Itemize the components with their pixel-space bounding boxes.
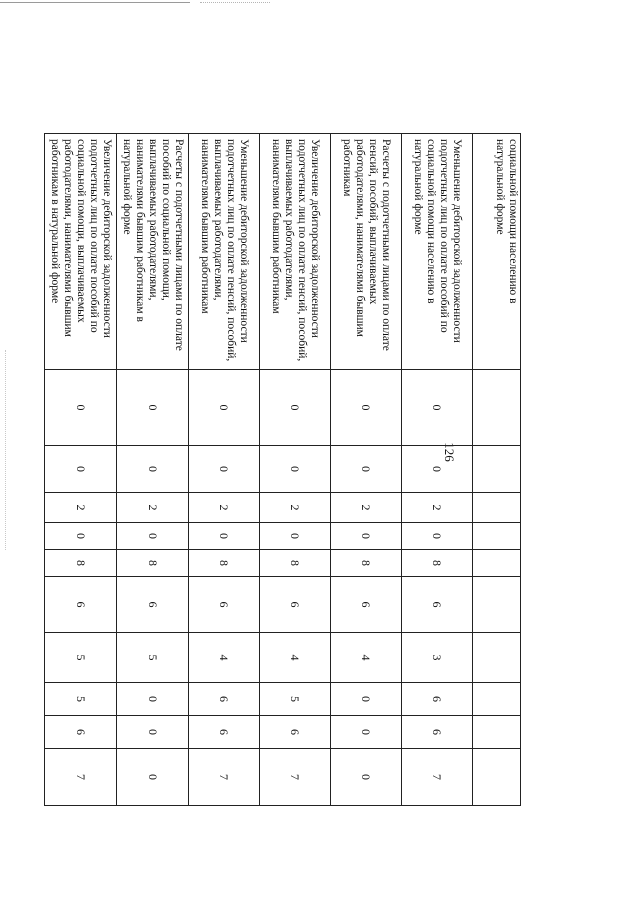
code-cell: 7 [402, 749, 473, 806]
code-cell: 6 [260, 577, 331, 633]
code-cell: 8 [189, 550, 260, 577]
code-cell: 0 [45, 523, 117, 550]
code-cell: 0 [117, 370, 189, 446]
code-cell: 6 [45, 716, 117, 749]
code-cell: 6 [402, 683, 473, 716]
code-cell [473, 446, 521, 493]
table-row [260, 134, 331, 806]
account-table-container [49, 133, 521, 805]
code-cell: 5 [45, 683, 117, 716]
row-label: Уменьшение дебиторской задолженности подотчетных лиц по оплате пенсий, пособий, выплачиваемых работодателями, нанимателями бывшим работникам [189, 134, 260, 370]
code-cell: 2 [260, 493, 331, 523]
code-cell: 0 [117, 749, 189, 806]
code-cell: 8 [402, 550, 473, 577]
code-cell: 6 [402, 716, 473, 749]
code-cell: 6 [189, 716, 260, 749]
code-cell: 0 [117, 446, 189, 493]
code-cell: 0 [189, 523, 260, 550]
code-cell: 8 [260, 550, 331, 577]
code-cell: 5 [260, 683, 331, 716]
code-cell: 0 [189, 446, 260, 493]
table-row [189, 134, 260, 806]
code-cell: 8 [117, 550, 189, 577]
code-cell: 7 [45, 749, 117, 806]
code-cell: 4 [189, 633, 260, 683]
code-cell [473, 493, 521, 523]
code-cell [473, 749, 521, 806]
row-label: Расчеты с подотчетными лицами по оплате пенсий, пособий, выплачиваемых работодателями, нанимателями бывшим работникам [331, 134, 402, 370]
row-label: Увеличение дебиторской задолженности подотчетных лиц по оплате пенсий, пособий, выплачиваемых работодателями, нанимателями бывшим работникам [260, 134, 331, 370]
table-row [331, 134, 402, 806]
code-cell: 0 [260, 370, 331, 446]
page-number: 126 [442, 442, 457, 462]
code-cell: 5 [117, 633, 189, 683]
code-cell: 6 [331, 577, 402, 633]
code-cell: 0 [117, 716, 189, 749]
code-cell: 7 [260, 749, 331, 806]
row-label: Увеличение дебиторской задолженности подотчетных лиц по оплате пособий по социальной помощи, выплачиваемых работодателями, нанимателями бывшим работникам в натуральной форме [45, 134, 117, 370]
code-cell: 0 [331, 716, 402, 749]
table-row [402, 134, 473, 806]
code-cell: 0 [117, 523, 189, 550]
table-row [117, 134, 189, 806]
code-cell: 4 [331, 633, 402, 683]
code-cell: 6 [402, 577, 473, 633]
code-cell: 2 [402, 493, 473, 523]
code-cell: 6 [189, 577, 260, 633]
row-label: Уменьшение дебиторской задолженности подотчетных лиц по оплате пособий по социальной помощи населению в натуральной форме [402, 134, 473, 370]
table-row [45, 134, 117, 806]
code-cell: 0 [331, 370, 402, 446]
code-cell: 0 [260, 446, 331, 493]
scan-top-rule-dotted [200, 2, 270, 3]
table-row [473, 134, 521, 806]
code-cell: 0 [45, 370, 117, 446]
code-cell: 4 [260, 633, 331, 683]
code-cell: 0 [402, 523, 473, 550]
code-cell [473, 683, 521, 716]
code-cell: 0 [402, 446, 473, 493]
scan-left-mark [5, 350, 6, 550]
code-cell [473, 550, 521, 577]
code-cell: 8 [45, 550, 117, 577]
rotated-table-wrapper [49, 133, 521, 805]
code-cell: 6 [189, 683, 260, 716]
code-cell [473, 370, 521, 446]
code-cell [473, 716, 521, 749]
code-cell: 7 [189, 749, 260, 806]
code-cell: 6 [117, 577, 189, 633]
code-cell: 5 [45, 633, 117, 683]
code-cell: 0 [260, 523, 331, 550]
code-cell: 0 [331, 683, 402, 716]
code-cell [473, 633, 521, 683]
code-cell: 0 [45, 446, 117, 493]
code-cell: 0 [331, 446, 402, 493]
code-cell: 8 [331, 550, 402, 577]
code-cell: 0 [331, 523, 402, 550]
code-cell: 0 [402, 370, 473, 446]
code-cell: 2 [331, 493, 402, 523]
scan-top-rule [0, 2, 190, 3]
code-cell [473, 577, 521, 633]
code-cell: 2 [117, 493, 189, 523]
code-cell: 6 [45, 577, 117, 633]
account-table [44, 133, 521, 806]
code-cell: 0 [117, 683, 189, 716]
row-label: Расчеты с подотчетными лицами по оплате пособий по социальной помощи, выплачиваемых работодателями, нанимателями бывшим работникам в натуральной форме [117, 134, 189, 370]
code-cell: 2 [45, 493, 117, 523]
code-cell: 2 [189, 493, 260, 523]
code-cell [473, 523, 521, 550]
code-cell: 0 [331, 749, 402, 806]
code-cell: 0 [189, 370, 260, 446]
row-label: социальной помощи населению в натуральной форме [473, 134, 521, 370]
code-cell: 3 [402, 633, 473, 683]
code-cell: 6 [260, 716, 331, 749]
